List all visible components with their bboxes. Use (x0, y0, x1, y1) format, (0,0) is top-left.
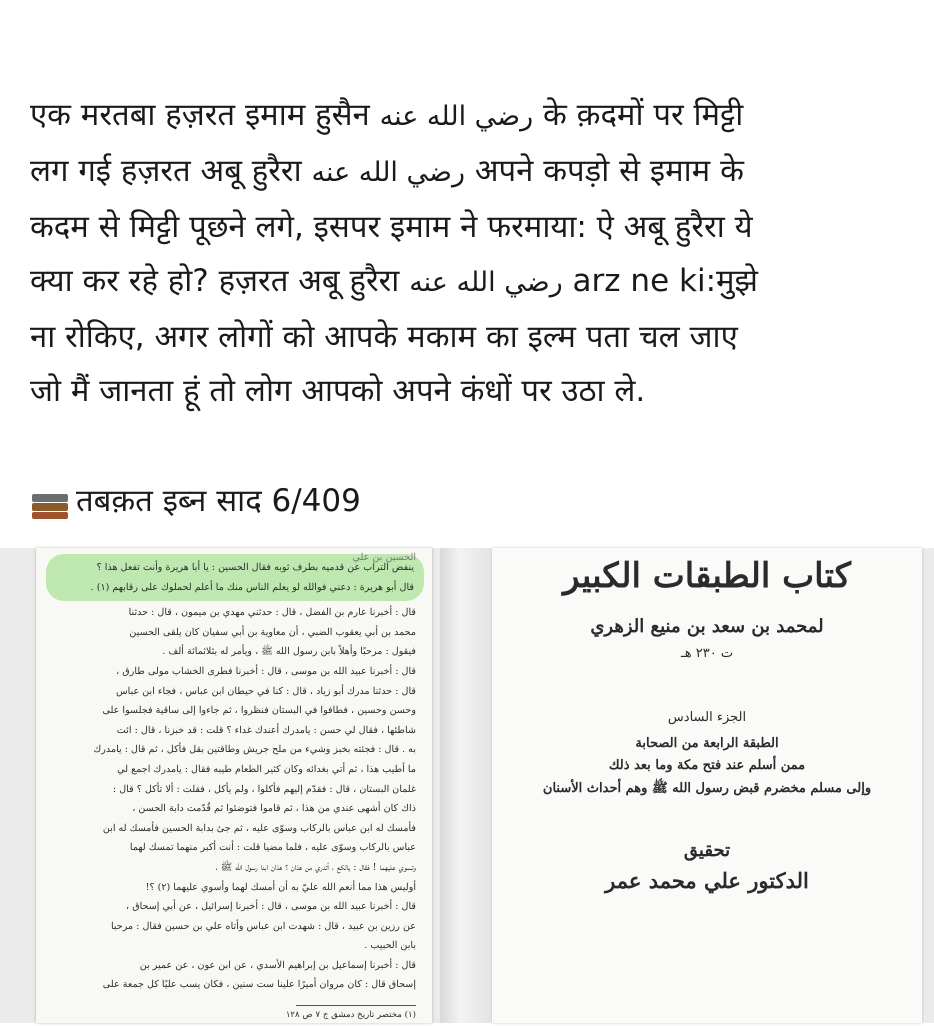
volume-label: الجزء السادس (667, 710, 747, 725)
books-icon (30, 480, 70, 520)
page-line: فأمسك له ابن عباس بالركاب وسوّى عليه ، ثم جئ بدابة الحسين فأمسك له ابن (102, 822, 416, 834)
page-line: قال : أخبرنا إسماعيل بن إبراهيم الأسدي ، عن ابن عون ، عن عمير بن (139, 959, 416, 971)
book-scan-image (0, 548, 934, 1023)
volume-description: ممن أسلم عند فتح مكة وما بعد ذلك (608, 758, 806, 773)
source-citation (30, 474, 361, 526)
book-title: كتاب الطبقات الكبير (563, 556, 851, 596)
page-line: بابن الحبيب . (364, 940, 416, 952)
page-body (36, 601, 432, 995)
page-line: ما أطيب هذا ، ثم أتي بغدائه وكان كثير الطعام طيبه فقال : يامدرك اجمع لي (117, 763, 416, 775)
page-line: وتسوي عليهما ! فقال : يالكع ، أتدري من هذان ؟ هذان ابنا رسول الله ﷺ ، (215, 861, 416, 873)
page-line: قال : أخبرنا عبيد الله بن موسى ، قال : أخبرنا فطرى الخشاب مولى طارق ، (116, 665, 416, 677)
scan-title-page (492, 548, 922, 1023)
post-line: जो मैं जानता हूं तो लोग आपको अपने कंधों पर उठा ले. (30, 373, 646, 409)
book-author: لمحمد بن سعد بن منيع الزهري (590, 616, 824, 637)
page-line: قال : أخبرنا عارم بن الفضل ، قال : حدثني مهدي بن ميمون ، قال : حدثنا (128, 607, 416, 619)
page-line: قال : أخبرنا عبيد الله بن موسى ، قال : أخبرنا إسرائيل ، عن أبي إسحاق ، (126, 901, 416, 913)
book-spine (440, 548, 490, 1023)
post-line: क्या कर रहे हो? हज़रत अबू हुरैरा رضي الله عنه arz ne ki:मुझे (30, 263, 758, 299)
page-line: أوليس هذا مما أنعم الله عليّ به أن أمسك لهما وأسوي عليهما (٢) ؟! (145, 881, 416, 893)
volume-description: الطبقة الرابعة من الصحابة (635, 736, 779, 751)
author-death-year: ت ٢٣٠ هـ (680, 646, 734, 661)
page-line: به . قال : فجئته بخبز وشيء من ملح جريش وطاقتين بقل فأكل ، ثم قال : يامدرك (93, 744, 416, 756)
arabic-honorific: رضي الله عنه (409, 267, 563, 298)
volume-description: وإلى مسلم مخضرم قبض رسول الله ﷺ وهم أحداث الأسنان (542, 781, 872, 796)
page-line: قال : حدثنا مدرك أبو زياد ، قال : كنا في حيطان ابن عباس ، فجاء ابن عباس (115, 685, 416, 697)
page-line: وحسن وحسين ، فطافوا في البستان فنظروا ، ثم جاءوا إلى ساقية فجلسوا على (102, 705, 416, 717)
scan-left-page (36, 548, 432, 1023)
post-line: लग गई हज़रत अबू हुरैरा رضي الله عنه अपने कपड़ो से इमाम के (30, 153, 744, 189)
post-line: एक मरतबा हज़रत इमाम हुसैन رضي الله عنه के क़दमों पर मिट्टी (30, 97, 744, 133)
page-line: محمد بن أبي يعقوب الضبي ، أن معاوية بن أبي سفيان كان يلقى الحسين (129, 626, 416, 638)
page-line: إسحاق قال : كان مروان أميرًا علينا ست سنين ، فكان يسب عليًا كل جمعة على (102, 979, 416, 991)
post-line: ना रोकिए, अगर लोगों को आपके मकाम का इल्म पता चल जाए (30, 319, 738, 355)
page-line: عن رزين بن عبيد ، قال : شهدت ابن عباس وأتاه علي بن حسين فقال : مرحبا (110, 920, 416, 932)
highlight-line: قال أبو هريرة : دعني فوالله لو يعلم الناس منك ما أعلم لحملوك على رقابهم (١) . (90, 581, 414, 593)
arabic-honorific: رضي الله عنه (379, 101, 534, 132)
editor-name: الدكتور علي محمد عمر (605, 868, 809, 893)
highlighted-passage (46, 554, 424, 601)
post-text (30, 88, 890, 418)
source-text: तबक़त इब्न साद 6/409 (76, 483, 361, 519)
arabic-honorific: رضي الله عنه (311, 157, 465, 188)
page-line: غلمان البستان ، قال : فقدّم إليهم فأكلوا ، ولم يأكل ، فقلت : ألا تأكل ؟ قال : (112, 783, 416, 795)
page-line: ذاك كان أشهى عندي من هذا ، ثم قاموا فتوضئوا ثم قُدّمت دابة الحسن ، (132, 803, 416, 815)
editor-label: تحقيق (683, 840, 731, 861)
highlight-line: ينفض التراب عن قدميه بطرف ثوبه فقال الحسين : يا أبا هريرة وأنت تفعل هذا ؟ (96, 562, 414, 573)
page-line: عباس بالركاب وسوّى عليه ، فلما مضيا قلت : أنت أكبر منهما تمسك لهما (129, 842, 416, 854)
footnote: (١) مختصر تاريخ دمشق ج ٧ ص ١٢٨ (285, 1010, 416, 1021)
post-line: कदम से मिट्टी पूछने लगे, इसपर इमाम ने फरमाया: ऐ अबू हुरैरा ये (30, 209, 753, 245)
page-line: شاطئها ، فقال لي حسن : يامدرك أعندك غداء ؟ قلت : قد خبزنا ، قال : ائت (116, 724, 416, 736)
page-line: فيقول : مرحبًا وأهلاً بابن رسول الله ﷺ ، ويأمر له بثلاثمائة ألف . (162, 646, 416, 658)
